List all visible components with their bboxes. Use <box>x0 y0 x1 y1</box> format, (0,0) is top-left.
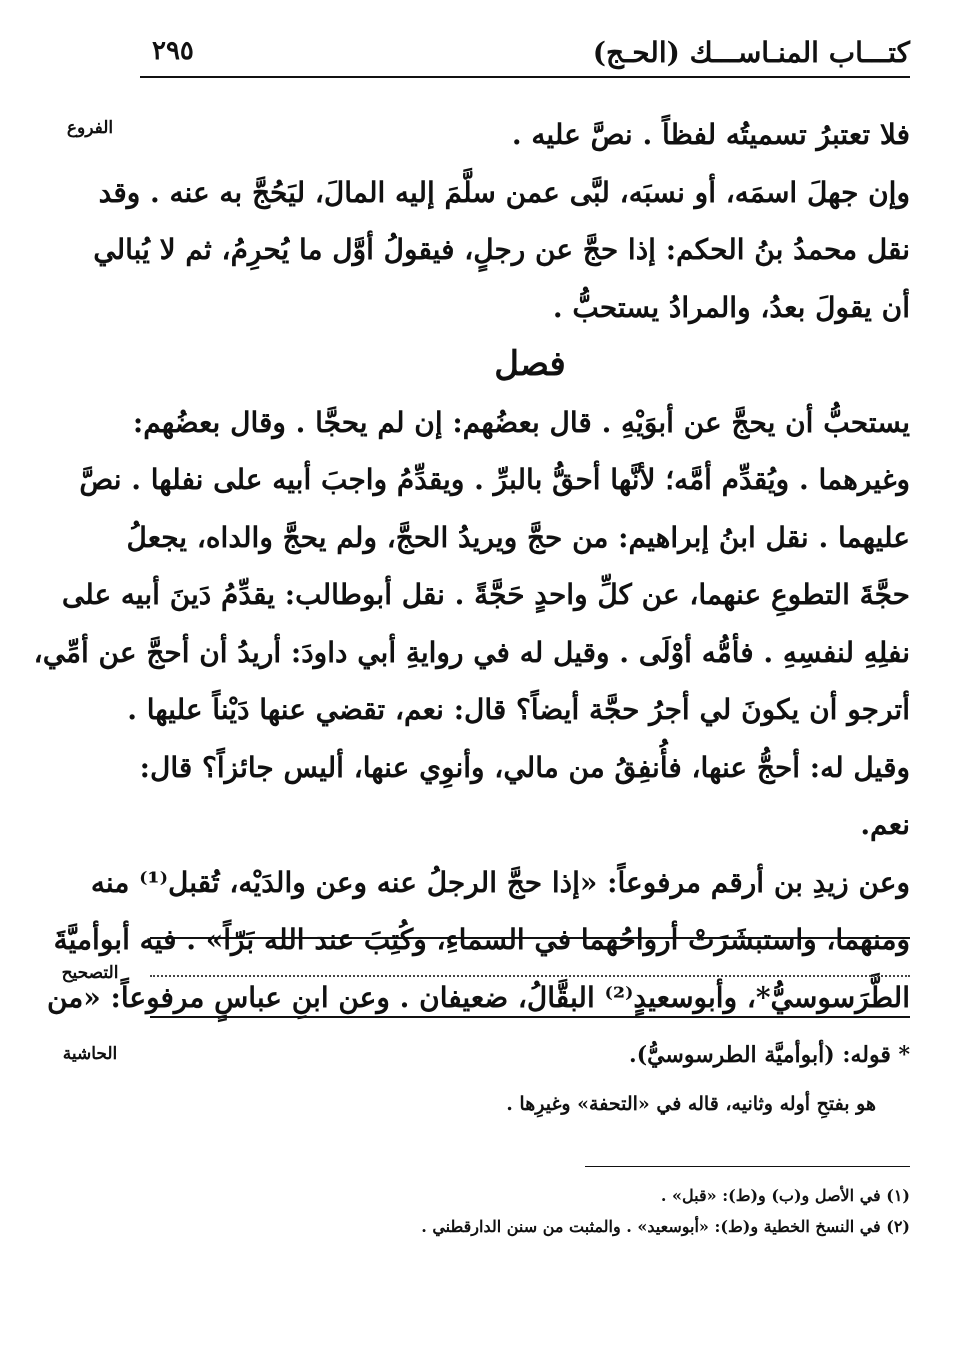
tasheeh-dotted-line <box>150 975 910 977</box>
footnote-item: (٢) في النسخ الخطية و(ط): «أبوسعيد» . والمثبت من سنن الدارقطني . <box>421 1217 910 1236</box>
page-header <box>140 28 910 76</box>
footnote-item: (١) في الأصل و(ب) و(ط): «قبل» . <box>660 1186 910 1205</box>
footnote-rule <box>585 1166 910 1167</box>
text-line: ومنهما، واستبشَرَتْ أرواحُهما في السماءِ، وكُتِبَ عند الله بَرّاً» . فيه أبوأميَّةَ <box>53 923 910 956</box>
book-title: كتـــاب المنـاســـك (الحـج) <box>592 36 910 69</box>
text-line: وإن جهلَ اسمَه، أو نسبَه، لبَّى عمن سلَّمَ إليه المالَ، ليَحُجَّ به عنه . وقد <box>98 175 910 209</box>
text-line: نقل محمدُ بنُ الحكم: إذا حجَّ عن رجلٍ، فيقولُ أوَّل ما يُحرِمُ، ثم لا يُبالي <box>93 233 910 266</box>
margin-label-hashiya: الحاشية <box>62 1044 118 1064</box>
text-line: أن يقولَ بعدُ، والمرادُ يستحبُّ . <box>552 290 910 324</box>
main-text-rule <box>150 937 910 939</box>
text-line: وقيل له: أحجُّ عنها، فأُنفِقُ من مالي، وأنوِي عنها، أليس جائزاً؟ قال: <box>139 750 910 784</box>
tasheeh-rule <box>150 1016 910 1018</box>
page-number: ٢٩٥ <box>152 36 194 66</box>
text-line: وغيرهما . ويُقدِّم أمَّه؛ لأنَّها أحقُّ بالبرِّ . ويقدِّمُ واجبَ أبيه على نفلها . نصَّ <box>79 463 910 496</box>
text-line: حجَّةَ التطوعِ عنهما، عن كلِّ واحدٍ حَجَّةً . نقل أبوطالب: يقدِّمُ دَينَ أبيه على <box>61 578 910 611</box>
section-heading: فصل <box>494 344 566 384</box>
text-line: الطَّرَسوسيُّ*، وأبوسعيدٍ⁽²⁾ البقَّالُ، ضعيفان . وعن ابنِ عباسٍ مرفوعاً: «من <box>46 980 910 1014</box>
margin-label-tasheeh: التصحيح <box>61 963 119 983</box>
text-line: أترجو أن يكونَ لي أجرُ حجَّة أيضاً؟ قال: نعم، تقضي عنها دَيْناً عليها . <box>127 693 910 726</box>
hashiya-heading: * قوله: (أبوأميَّة الطرسوسيُّ). <box>629 1042 910 1068</box>
text-line: نفلِهِ لنفسِهِ . فأمُّه أوْلَى . وقيل له في روايةِ أبي داودَ: أريدُ أن أحجَّ عن أمِّي، <box>33 635 910 669</box>
text-line: يستحبُّ أن يحجَّ عن أبوَيْهِ . قال بعضُهم: إن لم يحجَّا . وقال بعضُهم: <box>132 405 910 439</box>
margin-label-furu: الفروع <box>66 118 114 138</box>
text-line: نعم. <box>860 808 910 841</box>
header-rule <box>140 76 910 78</box>
text-line: وعن زيدِ بن أرقم مرفوعاً: «إذا حجَّ الرجلُ عنه وعن والدَيْه، تُقبل⁽¹⁾ منه <box>90 865 910 899</box>
text-line: فلا تعتبرُ تسميتُه لفظاً . نصَّ عليه . <box>511 118 910 151</box>
text-line: عليهما . نقل ابنُ إبراهيم: من حجَّ ويريدُ الحجَّ، ولم يحجَّ والداه، يجعلُ <box>126 520 910 554</box>
hashiya-text: هو بفتحِ أوله وثانيه، قاله في «التحفة» وغيرِها . <box>506 1093 876 1115</box>
